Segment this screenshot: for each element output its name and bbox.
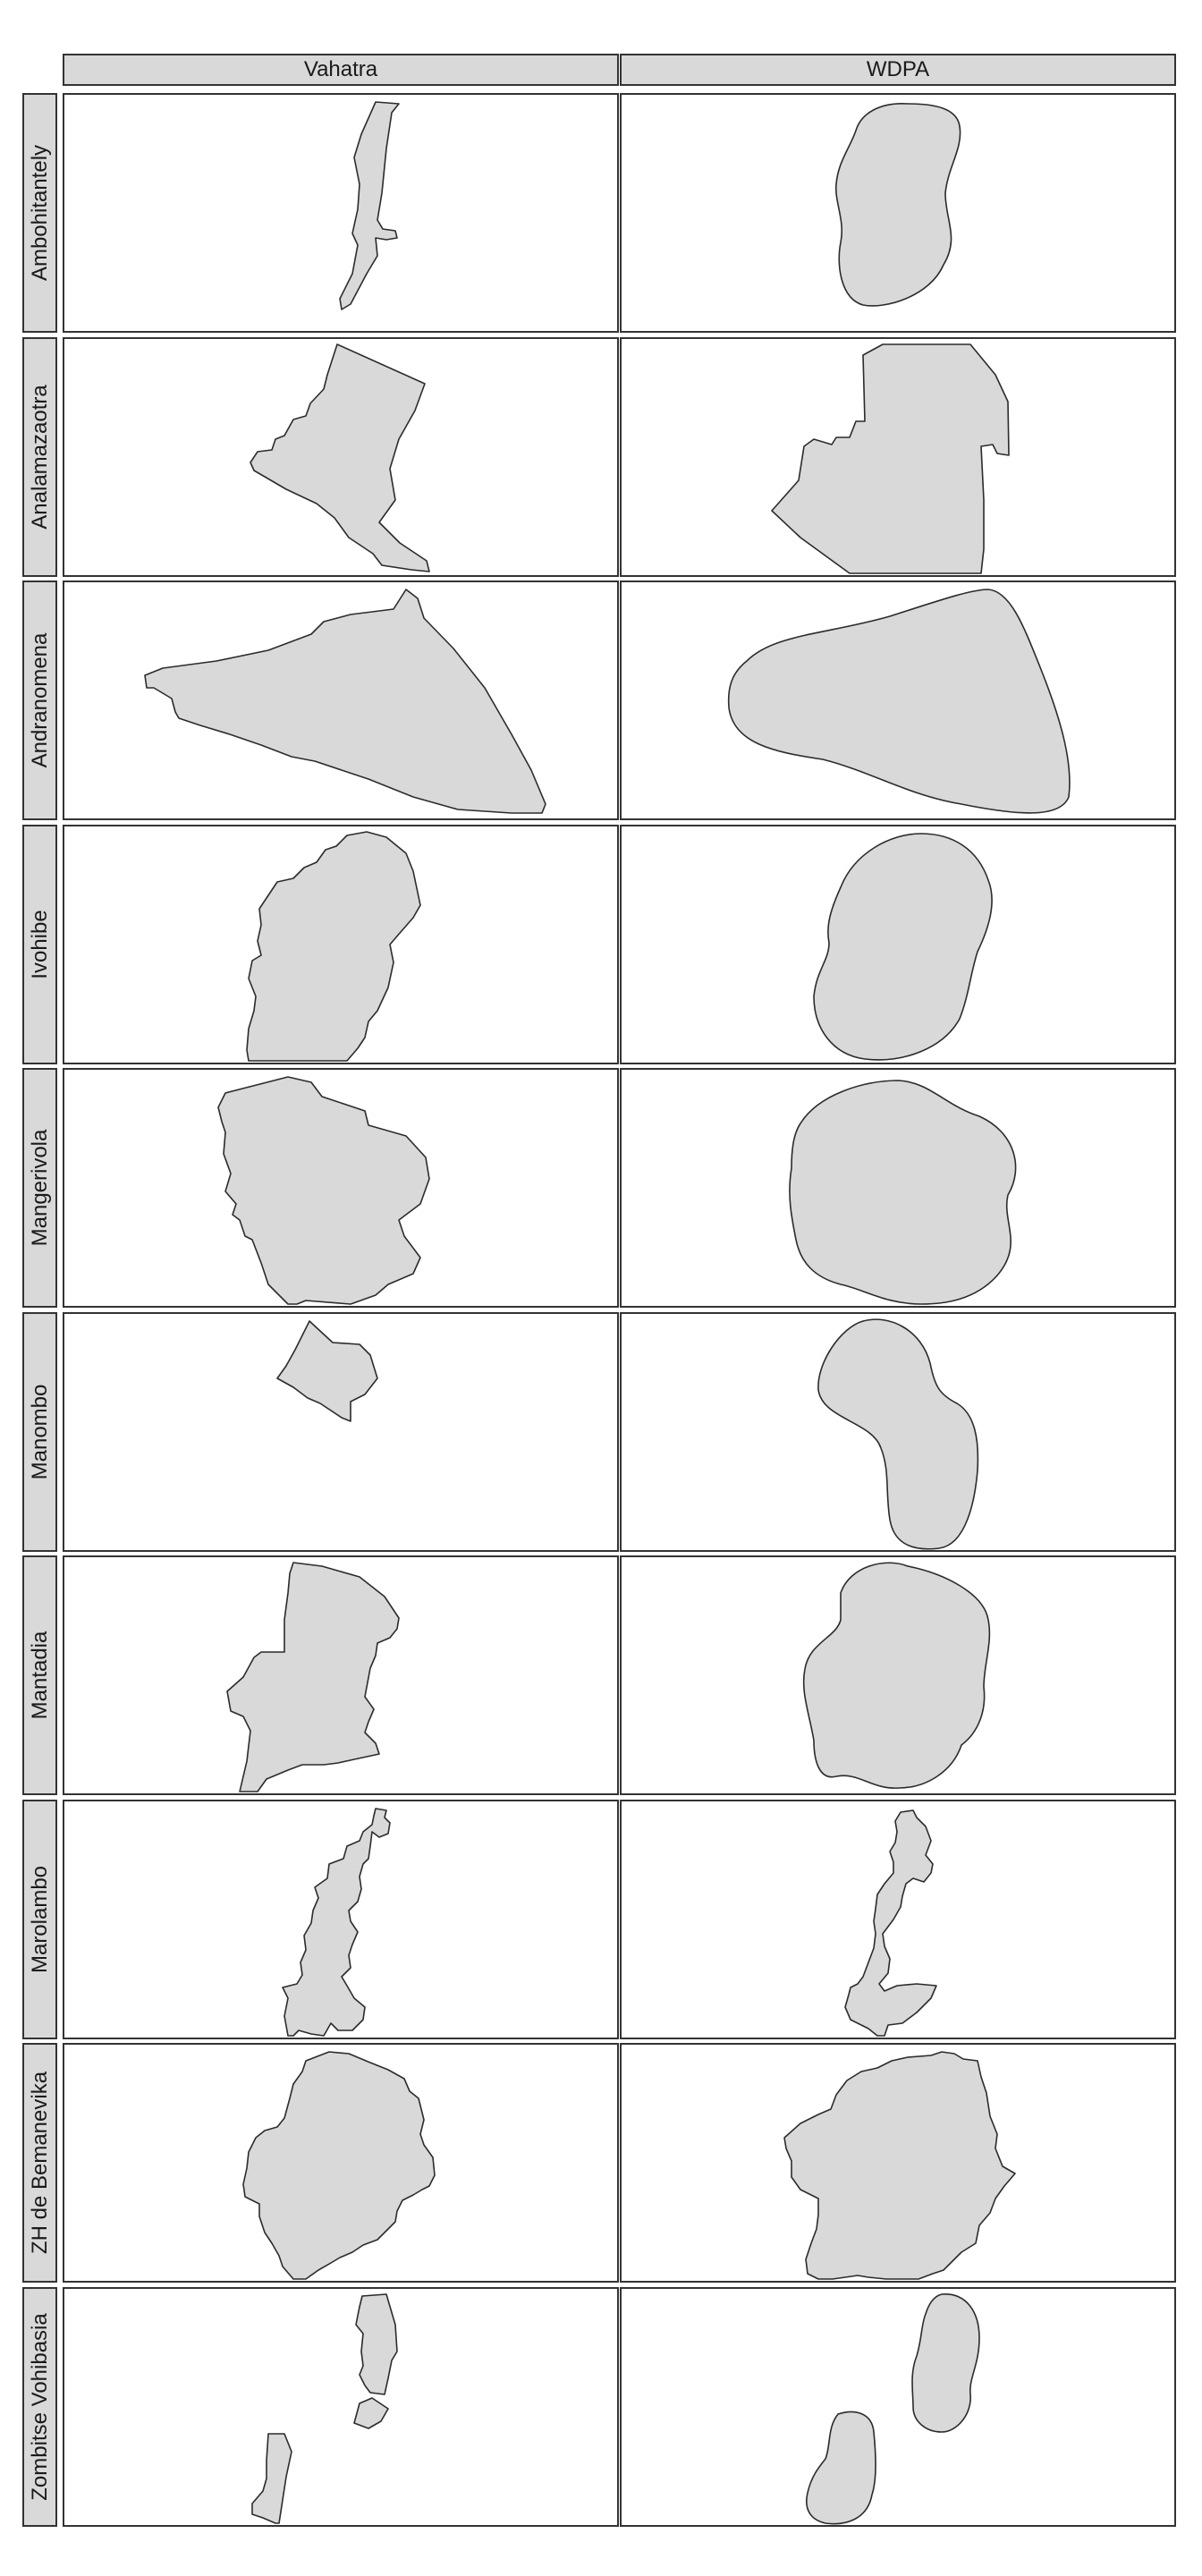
panel-ivohibe-vahatra [63,825,619,1064]
area-outline-mangerivola-vahatra [218,1077,429,1304]
panel-marolambo-vahatra [63,1800,619,2039]
map-svg [64,2045,621,2284]
panel-ambohitantely-wdpa [620,93,1176,333]
map-svg [622,826,1178,1066]
map-svg [64,826,621,1066]
row-label: Analamazaotra [27,385,52,530]
map-svg [64,339,621,579]
area-outline-marolambo-vahatra [283,1809,390,2036]
map-svg [64,1557,621,1797]
row-label: ZH de Bemanevika [27,2071,52,2255]
panel-ivohibe-wdpa [620,825,1176,1064]
row-label: Ivohibe [27,910,52,979]
panel-zombitse-vohibasia-vahatra [63,2287,619,2527]
area-outline-mantadia-wdpa [804,1563,990,1788]
column-strip-wdpa: WDPA [620,54,1176,86]
row-strip-zh-de-bemanevika [22,2043,57,2283]
map-svg [622,1070,1178,1309]
area-outline-marolambo-wdpa [845,1810,936,2036]
map-svg [64,1070,621,1309]
area-outline-manombo-vahatra [277,1321,377,1421]
panel-manombo-wdpa [620,1312,1176,1552]
row-label: Ambohitantely [27,144,52,282]
area-outline-ambohitantely-vahatra [340,102,399,309]
map-svg [64,95,621,335]
row-label: Marolambo [27,1865,52,1974]
area-outline-zh-de-bemanevika-wdpa [784,2052,1015,2279]
panel-zombitse-vohibasia-wdpa [620,2287,1176,2527]
row-strip-ambohitantely [22,93,57,333]
map-svg [622,582,1178,822]
row-label: Mangerivola [27,1129,52,1247]
row-strip-ivohibe [22,825,57,1064]
area-outline-analamazaotra-vahatra [250,344,429,572]
panel-mangerivola-vahatra [63,1068,619,1308]
panel-zh-de-bemanevika-vahatra [63,2043,619,2283]
panel-andranomena-vahatra [63,580,619,820]
row-strip-andranomena [22,580,57,820]
row-label: Andranomena [27,632,52,768]
panel-manombo-vahatra [63,1312,619,1552]
panel-analamazaotra-wdpa [620,337,1176,577]
map-svg [622,2045,1178,2284]
column-strip-vahatra: Vahatra [63,54,619,86]
map-svg [622,2289,1178,2529]
map-svg [622,1801,1178,2041]
area-outline-zombitse-vohibasia-wdpa [807,2294,979,2524]
map-svg [622,1557,1178,1797]
row-strip-marolambo [22,1800,57,2039]
area-outline-mantadia-vahatra [227,1563,399,1792]
row-strip-analamazaotra [22,337,57,577]
map-svg [64,2289,621,2529]
map-svg [622,1314,1178,1554]
row-strip-manombo [22,1312,57,1552]
panel-analamazaotra-vahatra [63,337,619,577]
panel-ambohitantely-vahatra [63,93,619,333]
panel-mantadia-wdpa [620,1555,1176,1795]
panel-mangerivola-wdpa [620,1068,1176,1308]
area-outline-analamazaotra-wdpa [772,344,1009,573]
row-strip-zombitse-vohibasia [22,2287,57,2527]
area-outline-ivohibe-vahatra [247,832,420,1061]
panel-mantadia-vahatra [63,1555,619,1795]
area-outline-zh-de-bemanevika-vahatra [243,2052,435,2279]
map-svg [622,339,1178,579]
area-outline-ivohibe-wdpa [814,834,992,1060]
row-label: Manombo [27,1384,52,1480]
row-label: Zombitse Vohibasia [27,2313,52,2501]
panel-zh-de-bemanevika-wdpa [620,2043,1176,2283]
row-strip-mantadia [22,1555,57,1795]
map-svg [622,95,1178,335]
map-svg [64,582,621,822]
area-outline-manombo-wdpa [818,1319,978,1549]
area-outline-andranomena-wdpa [729,589,1070,813]
row-strip-mangerivola [22,1068,57,1308]
area-outline-zombitse-vohibasia-vahatra [252,2294,397,2523]
area-outline-andranomena-vahatra [145,589,546,813]
area-outline-ambohitantely-wdpa [836,104,961,306]
map-svg [64,1314,621,1554]
map-svg [64,1801,621,2041]
panel-marolambo-wdpa [620,1800,1176,2039]
panel-andranomena-wdpa [620,580,1176,820]
area-outline-mangerivola-wdpa [790,1080,1016,1304]
row-label: Mantadia [27,1631,52,1720]
